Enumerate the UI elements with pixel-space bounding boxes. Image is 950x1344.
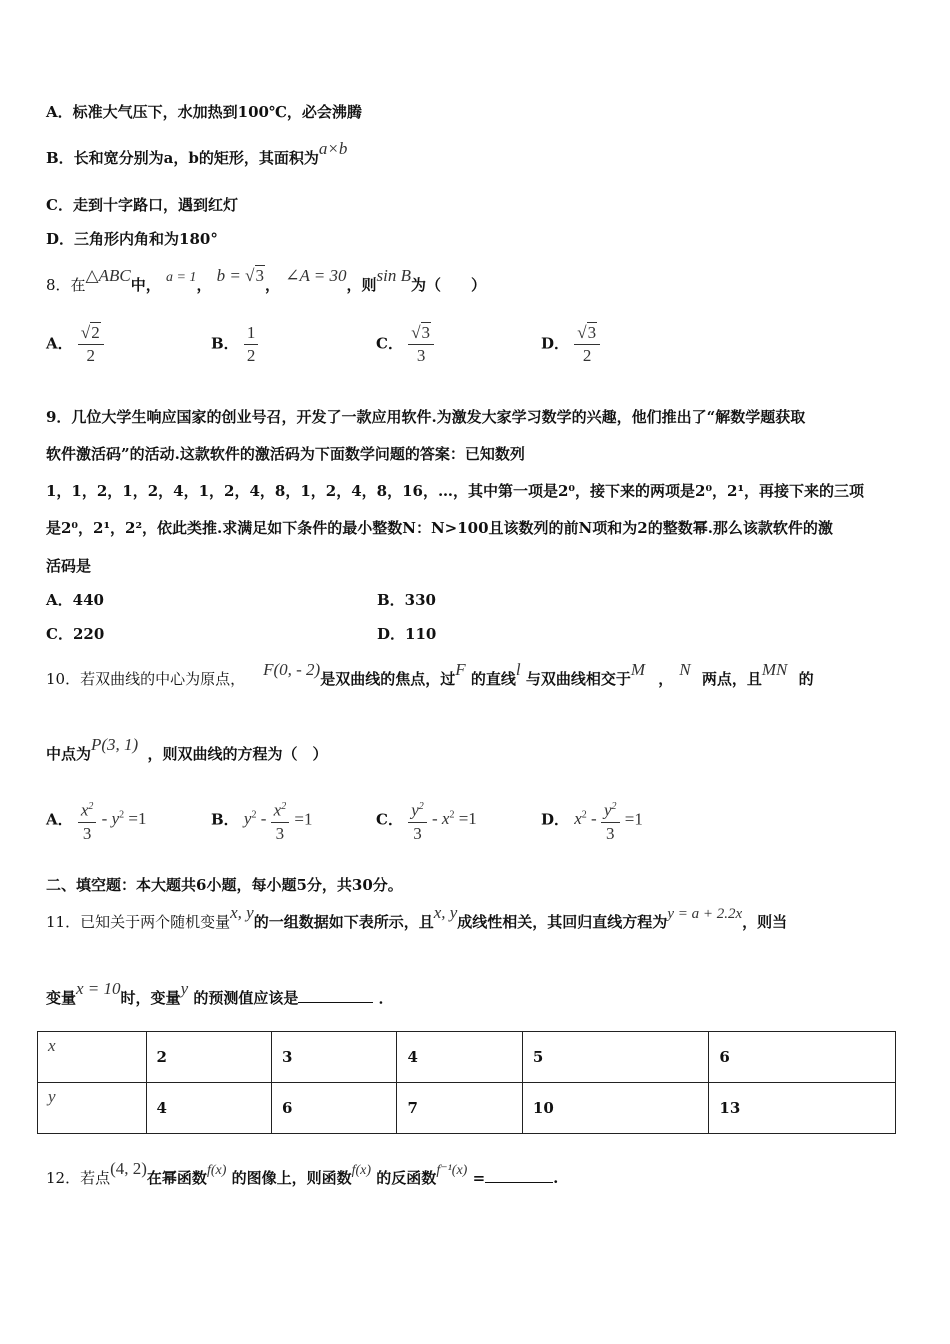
q8-ask: sin B xyxy=(376,266,412,285)
q10-text-2: 是双曲线的焦点，过 xyxy=(320,670,456,688)
q9-line-4: 是2⁰，2¹，2²，依此类推.求满足如下条件的最小整数N：N>100且该数列的前N项和为2的整数幂.那么该款软件的激 xyxy=(46,519,833,537)
q12-text-3: 的图像上，则函数 xyxy=(231,1169,352,1187)
q9-option-c: C．220 xyxy=(46,625,105,643)
q10-stem-line-1 xyxy=(46,660,814,689)
q7-option-b xyxy=(46,139,348,168)
q10-option-b-label: B． xyxy=(211,810,239,829)
q11-text-2: 的一组数据如下表所示，且 xyxy=(253,913,434,931)
table-cell: 6 xyxy=(271,1083,396,1134)
q8-option-a-num: 2 xyxy=(91,323,100,342)
q12-text-4: 的反函数 xyxy=(376,1169,437,1187)
q7-option-c: C．走到十字路口，遇到红灯 xyxy=(46,196,238,214)
q10-option-c: C． $\frac{y^2}{3}$ - $x^2 =1$ xyxy=(376,796,477,845)
q11-stem-line-1 xyxy=(46,903,788,933)
q10-text-1: 10．若双曲线的中心为原点， xyxy=(46,670,246,688)
q10-option-b: B． $y^2$ - $\frac{x^2}{3}$ =1 xyxy=(211,796,313,845)
q10-focus: F(0, - 2) xyxy=(263,660,321,679)
q11-text-8: ． xyxy=(378,989,394,1007)
q8-option-a-den: 2 xyxy=(86,346,96,365)
q11-x-value: x = 10 xyxy=(76,979,121,998)
table-cell: 10 xyxy=(522,1083,709,1134)
q9-line-1: 9．几位大学生响应国家的创业号召，开发了一款应用软件.为激发大家学习数学的兴趣，他们推出了“解数学题获取 xyxy=(46,408,806,426)
q12-text-5: = xyxy=(472,1169,486,1187)
q12-point: (4, 2) xyxy=(110,1159,147,1178)
table-cell: 5 xyxy=(522,1032,709,1083)
q8-option-b xyxy=(211,322,258,367)
q7-option-b-text: B．长和宽分别为a，b的矩形，其面积为 xyxy=(46,149,319,167)
q8-option-c-num: 3 xyxy=(421,323,431,342)
q11-y: y xyxy=(180,979,189,998)
q10-n: N xyxy=(679,660,691,679)
q8-option-c-label: C． xyxy=(376,334,403,353)
q12-text-2: 在幂函数 xyxy=(146,1169,207,1187)
q11-text-1: 11．已知关于两个随机变量 xyxy=(46,913,231,931)
q8-cond-b-left: b = xyxy=(216,266,246,285)
q10-option-d-label: D． xyxy=(541,810,570,829)
q8-option-d-num: 3 xyxy=(587,323,597,342)
q11-answer-blank[interactable] xyxy=(298,1002,373,1003)
q11-text-4: ，则当 xyxy=(742,913,788,931)
q8-option-d-den: 2 xyxy=(582,346,592,365)
q10-option-c-label: C． xyxy=(376,810,403,829)
q11-text-7: 的预测值应该是 xyxy=(193,989,299,1007)
q8-triangle: △ABC xyxy=(85,266,131,285)
table-cell: 4 xyxy=(397,1032,522,1083)
q9-option-d: D．110 xyxy=(377,625,437,643)
q8-option-b-num: 1 xyxy=(244,322,259,345)
table-cell: 2 xyxy=(146,1032,271,1083)
q8-text-2: ，则 xyxy=(346,276,377,294)
q8-cond-a: a = 1 xyxy=(165,270,197,285)
q8-option-c-den: 3 xyxy=(416,346,426,365)
q8-number: 8．在 xyxy=(46,276,86,294)
q10-mn: MN xyxy=(761,660,788,679)
q12-fx: f(x) xyxy=(206,1163,227,1178)
q9-line-2: 软件激活码”的活动.这款软件的激活码为下面数学问题的答案：已知数列 xyxy=(46,445,525,463)
table-head-x: x xyxy=(38,1032,147,1083)
q8-cond-b: b = √3 xyxy=(216,266,264,285)
q12-inverse: f⁻¹(x) xyxy=(436,1163,468,1178)
q10-text-9: ，则双曲线的方程为（ ） xyxy=(147,745,328,763)
q8-stem: 8．在△ABC中， a = 1， b = √3， ∠A = 30，则sin B为（ ） xyxy=(46,266,487,294)
table-cell: 7 xyxy=(397,1083,522,1134)
q10-text-7: 的 xyxy=(798,670,814,688)
q10-option-a: A． $\frac{x^2}{3}$ - $y^2 =1$ xyxy=(46,796,146,845)
q10-f: F xyxy=(455,660,466,679)
q8-text-3: 为（ ） xyxy=(411,276,487,294)
q12-stem xyxy=(46,1159,559,1190)
q11-regression-equation: y = a + 2.2x xyxy=(667,906,743,922)
q10-option-a-label: A． xyxy=(46,810,73,829)
q11-text-3: 成线性相关，其回归直线方程为 xyxy=(457,913,668,931)
q8-option-a-label: A． xyxy=(46,334,73,353)
q11-text-6: 时，变量 xyxy=(120,989,181,1007)
q11-xy-2: x, y xyxy=(433,903,458,922)
q8-option-d: D． $\frac{√3}{2}$ xyxy=(541,322,600,367)
q9-option-b: B．330 xyxy=(377,591,436,609)
q10-midpoint: P(3, 1) xyxy=(91,735,139,754)
q12-fx-2: f(x) xyxy=(351,1163,372,1178)
q11-stem-line-2 xyxy=(46,979,394,1008)
q12-text-1: 12．若点 xyxy=(46,1169,111,1187)
q8-option-b-label: B． xyxy=(211,334,239,353)
q10-l: l xyxy=(515,660,521,679)
q10-text-6: 两点，且 xyxy=(701,670,762,688)
table-cell: 6 xyxy=(709,1032,896,1083)
q8-text-1: 中， xyxy=(130,276,161,294)
q9-line-3: 1，1，2，1，2，4，1，2，4，8，1，2，4，8，16，…，其中第一项是2⁰，接下来的两项是2⁰，2¹，再接下来的三项 xyxy=(46,482,865,500)
q11-data-table xyxy=(37,1031,896,1134)
q11-text-5: 变量 xyxy=(46,989,77,1007)
q10-stem-line-2 xyxy=(46,735,328,764)
q10-m: M xyxy=(630,660,646,679)
table-cell: 3 xyxy=(271,1032,396,1083)
q7-option-a: A．标准大气压下，水加热到100℃，必会沸腾 xyxy=(46,103,362,121)
q12-answer-blank[interactable] xyxy=(485,1182,553,1183)
q9-line-5: 活码是 xyxy=(46,557,92,575)
q7-option-d: D．三角形内角和为180° xyxy=(46,230,218,248)
q8-cond-angle: ∠A = 30 xyxy=(285,266,347,285)
q10-option-d: D． $x^2$ - $\frac{y^2}{3}$ =1 xyxy=(541,796,643,845)
q8-cond-b-rad: 3 xyxy=(255,266,264,285)
q8-option-c: C． $\frac{√3}{3}$ xyxy=(376,322,434,367)
q8-option-a: A． $\frac{√2}{2}$ xyxy=(46,322,104,367)
q8-option-d-label: D． xyxy=(541,334,570,353)
q10-text-4: 与双曲线相交于 xyxy=(525,670,631,688)
q8-option-b-den: 2 xyxy=(246,346,256,365)
section-2-heading: 二、填空题：本大题共6小题，每小题5分，共30分。 xyxy=(46,876,403,894)
table-row xyxy=(38,1032,896,1083)
q10-text-5: ， xyxy=(658,670,674,688)
table-head-y: y xyxy=(38,1083,147,1134)
q10-text-8: 中点为 xyxy=(46,745,92,763)
table-row xyxy=(38,1083,896,1134)
table-cell: 13 xyxy=(709,1083,896,1134)
q7-option-b-math: a×b xyxy=(318,139,348,158)
table-cell: 4 xyxy=(146,1083,271,1134)
q11-xy: x, y xyxy=(230,903,254,922)
q12-text-6: . xyxy=(553,1169,559,1187)
q10-text-3: 的直线 xyxy=(470,670,516,688)
q9-option-a: A．440 xyxy=(46,591,104,609)
